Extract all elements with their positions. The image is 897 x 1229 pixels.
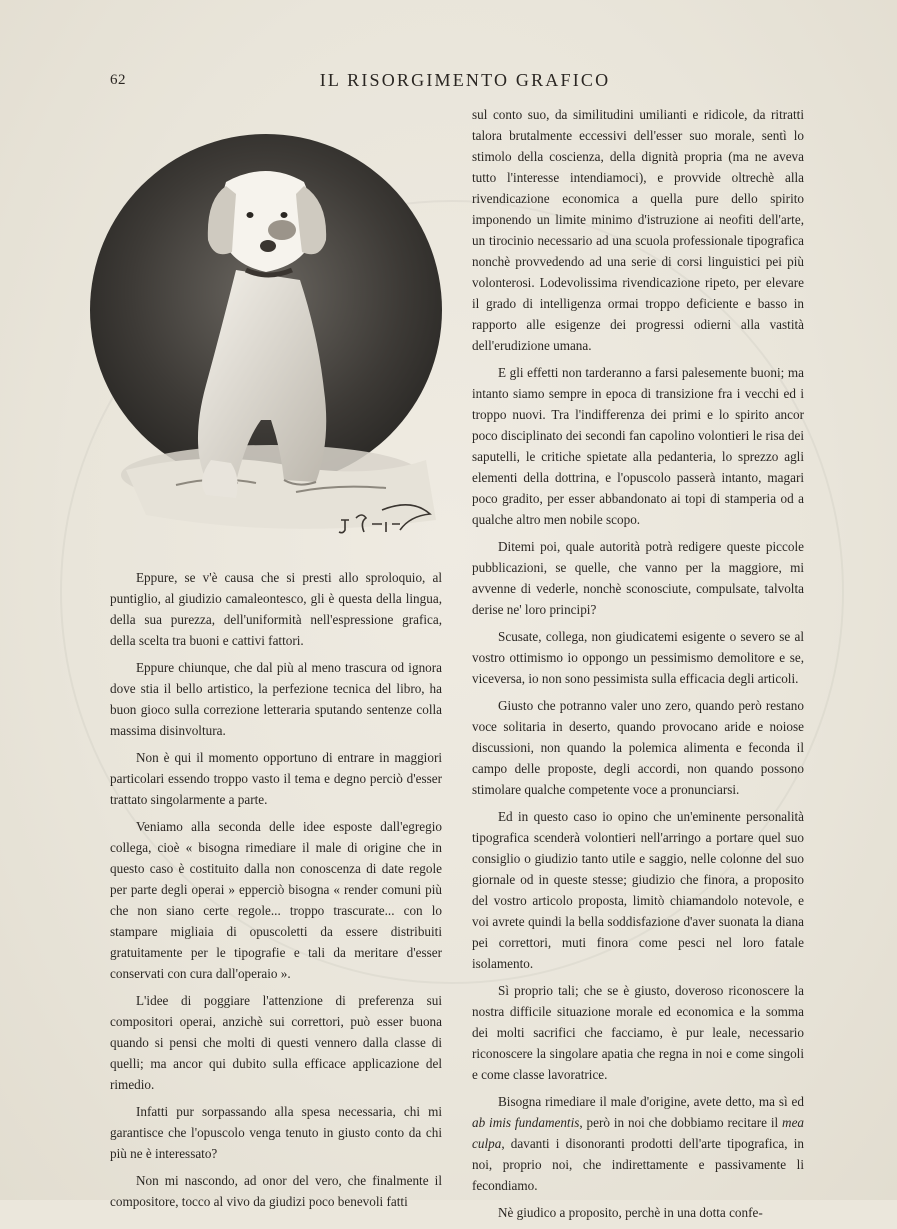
italic-phrase: mea culpa	[472, 1115, 805, 1151]
running-title: IL RISORGIMENTO GRAFICO	[319, 70, 611, 90]
text-run: Bisogna rimediare il male d'origine, avete detto, ma sì ed	[498, 1094, 804, 1109]
dog-illustration	[86, 120, 446, 560]
paragraph: Non mi nascondo, ad onor del vero, che finalmente il compositore, tocco al vivo da giudizi poco benevoli fatti	[110, 1173, 442, 1209]
paragraph: Infatti pur sorpassando alla spesa necessaria, chi mi garantisce che l'opuscolo venga tenuto in giusto conto da chi più ne è interessato?	[110, 1104, 442, 1161]
left-column	[110, 567, 442, 1218]
paragraph: Non è qui il momento opportuno di entrare in maggiori particolari essendo troppo vasto il tema e degno perciò d'esser trattato singolarmente a parte.	[110, 750, 442, 807]
paragraph: L'idee di poggiare l'attenzione di preferenza sui compositori operai, anzichè sui correttori, può esser buona quando si pensi che molti di questi vennero dalla classe di quelli; ma ancor qui dubito sulla efficace applicazione del rimedio.	[110, 993, 442, 1092]
paragraph: Giusto che potranno valer uno zero, quando però restano voce solitaria in deserto, quando provocano aride e noiose discussioni, non quando la polemica alimenta e feconda il campo delle proposte, degli accordi, non quando possono stimolare qualche competente voce a pronunciarsi.	[472, 698, 804, 797]
text-run: , però in noi che dobbiamo recitare il	[579, 1115, 779, 1130]
paragraph: Ed in questo caso io opino che un'eminente personalità tipografica scenderà volontieri nell'arringo a portare quel suo consiglio o giudizio tanto utile e saggio, nelle colonne del suo giornale od in queste stesse; giudizio che finora, a proposito del vostro articolo proposta, limitò chiamandolo notevole, e voi avrete quindi la bella soddisfazione d'aver suonata la diana pei correttori, muti finora come pesci nel loro fatale isolamento.	[472, 809, 804, 971]
paragraph-mea-culpa	[472, 1091, 804, 1196]
paragraph: Ditemi poi, quale autorità potrà redigere queste piccole pubblicazioni, se quelle, che vanno per la maggiore, mi avvenne di vederle, nonchè sconosciute, compulsate, talvolta derise ne' loro principi?	[472, 539, 804, 617]
paragraph: Nè giudico a proposito, perchè in una dotta confe-	[498, 1205, 763, 1220]
paragraph: Eppure, se v'è causa che si presti allo sproloquio, al puntiglio, al giudizio camaleontesco, gli è questa della lingua, della sua purezza, dell'uniformità nell'espressione grafica, della scelta tra buoni e cattivi fattori.	[110, 570, 442, 648]
paragraph: Eppure chiunque, che dal più al meno trascura od ignora dove stia il bello artistico, la perfezione tecnica del libro, ha buon gioco sulla correzione letteraria sputando sentenze colla massima disinvoltura.	[110, 660, 442, 738]
paragraph-continuation: sul conto suo, da similitudini umilianti e ridicole, da ritratti talora brutalmente eccessivi dell'esser suo morale, sentì lo stimolo della coscienza, della dignità propria (ma ne aveva tutto l'interesse intendiamoci), e provvide oltrechè alla rivendicazione economica a quella pure dello spirito imponendo un limite minimo d'istruzione ai neofiti dell'arte, un tirocinio necessario ad una scuola professionale tipografica nonchè provvedendo ad una serie di corsi linguistici pei più volonterosi. Lodevolissima rivendicazione ripeto, per elevare il grado di intelligenza ormai troppo deficiente e basso in rapporto alle esigenze dei progressi odierni alla vastità dell'erudizione umana.	[472, 107, 804, 353]
paragraph: Sì proprio tali; che se è giusto, doveroso riconoscere la nostra difficile situazione morale ed economica e la somma dei molti sacrifici che facciamo, è pur leale, necessario riconoscere la singolare apatia che regna in noi e come singoli e come classe lavoratrice.	[472, 983, 804, 1082]
text-run: , davanti i disonoranti prodotti dell'arte tipografica, in noi, proprio noi, che indirettamente e passivamente li fecondiamo.	[472, 1136, 804, 1193]
right-column	[472, 104, 804, 1229]
italic-phrase: ab imis fundamentis	[472, 1115, 580, 1130]
paragraph: Veniamo alla seconda delle idee esposte dall'egregio collega, cioè « bisogna rimediare il male di origine che in questo caso è costituito dalla non conoscenza di date regole per parte degli operai » epperciò bisogna « render comuni più che non siano certe regole... troppo trascurate... con lo stampare migliaia di opuscoletti da essere distribuiti gratuitamente per le tipografie e tali da meritare d'esser conservati con cura dall'operaio ».	[110, 819, 442, 981]
paragraph: Scusate, collega, non giudicatemi esigente o severo se al vostro ottimismo io oppongo un pessimismo demolitore e se, viceversa, io non sono pessimista sulla efficacia degli articoli.	[472, 629, 804, 686]
page-number: 62	[110, 72, 126, 88]
paragraph: E gli effetti non tarderanno a farsi palesemente buoni; ma intanto siamo sempre in epoca di transizione fra i vecchi ed i troppo nuovi. Tra l'indifferenza dei primi e lo spirito ancor poco disciplinato dei secondi fan capolino volontieri le risa dei saputelli, le critiche spietate alla pedanteria, lo sprezzo agli elementi della dottrina, e l'opuscolo passerà intanto, magari poco gradito, per esser abbandonato ai topi di stamperia od a qualche altro men nobile scopo.	[472, 365, 804, 527]
